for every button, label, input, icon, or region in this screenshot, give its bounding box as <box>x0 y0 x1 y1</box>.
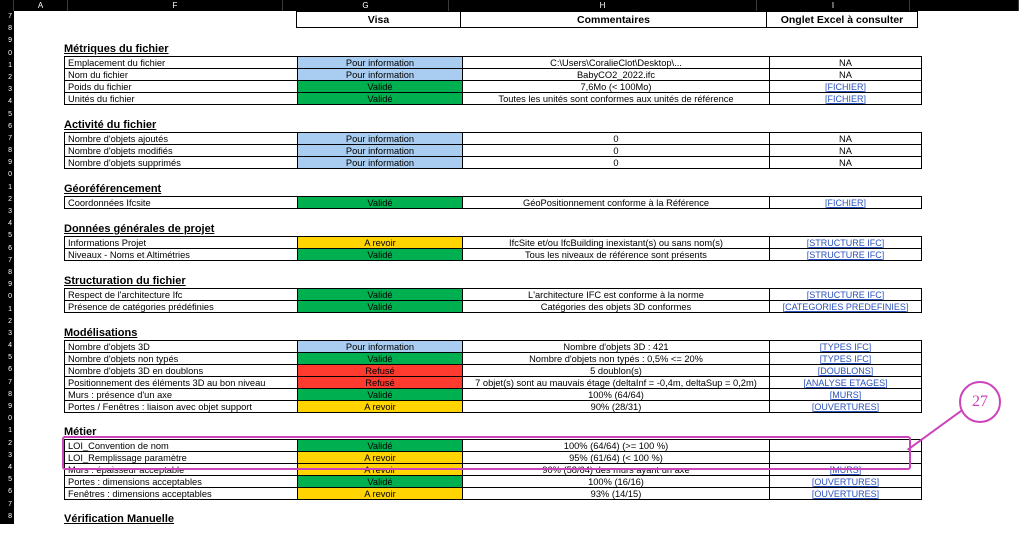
section <box>64 327 922 413</box>
row-number[interactable]: 8 <box>8 390 12 398</box>
row-number[interactable]: 5 <box>8 110 12 118</box>
table-row[interactable] <box>65 197 922 209</box>
cell-onglet[interactable] <box>770 452 922 464</box>
section-table <box>64 288 922 313</box>
section-title: Géoréférencement <box>64 183 162 195</box>
cell-comment[interactable]: 7 objet(s) sont au mauvais étage (deltaInf = -0,4m, deltaSup = 0,2m) <box>463 377 770 389</box>
cell-label[interactable]: Niveaux - Noms et Altimétries <box>65 249 298 261</box>
cell-label[interactable]: Nom du fichier <box>65 69 298 81</box>
row-number[interactable]: 1 <box>8 305 12 313</box>
cell-comment[interactable]: 95% (61/64) (< 100 %) <box>463 452 770 464</box>
row-number[interactable]: 4 <box>8 98 12 106</box>
row-number[interactable]: 4 <box>8 463 12 471</box>
onglet-link[interactable]: [OUVERTURES] <box>811 401 880 412</box>
row-number[interactable]: 7 <box>8 134 12 142</box>
row-number[interactable]: 8 <box>8 25 12 33</box>
table-row[interactable] <box>65 389 922 401</box>
row-number[interactable]: 9 <box>8 403 12 410</box>
section <box>64 223 922 261</box>
row-number[interactable]: 6 <box>8 366 12 374</box>
column-header-g[interactable]: G <box>283 0 449 11</box>
cell-onglet[interactable] <box>770 440 922 452</box>
cell-onglet[interactable]: NA <box>770 133 922 145</box>
status-badge[interactable]: Pour information <box>298 145 463 157</box>
cell-onglet[interactable] <box>770 289 922 301</box>
section <box>64 183 922 209</box>
row-number[interactable]: 7 <box>8 13 12 20</box>
row-number[interactable]: 0 <box>8 415 12 423</box>
row-number[interactable]: 9 <box>8 281 12 289</box>
onglet-link[interactable]: [STRUCTURE IFC] <box>806 249 885 260</box>
section-title: Modélisations <box>64 327 138 339</box>
onglet-link[interactable]: [OUVERTURES] <box>811 476 880 487</box>
cell-comment[interactable]: Tous les niveaux de référence sont présents <box>463 249 770 261</box>
status-badge[interactable]: Validé <box>298 249 463 261</box>
cell-label[interactable]: Murs : présence d'un axe <box>65 389 298 401</box>
table-row[interactable] <box>65 452 922 464</box>
onglet-link[interactable]: [STRUCTURE IFC] <box>806 289 885 300</box>
row-number[interactable]: 6 <box>8 488 12 496</box>
table-row[interactable] <box>65 57 922 69</box>
section-table <box>64 56 922 105</box>
row-number[interactable]: 5 <box>8 232 12 240</box>
cell-label[interactable]: Emplacement du fichier <box>65 57 298 69</box>
status-badge[interactable]: Validé <box>298 289 463 301</box>
cell-comment[interactable]: GéoPositionnement conforme à la Référence <box>463 197 770 209</box>
column-header-f[interactable]: F <box>68 0 283 11</box>
cell-onglet[interactable] <box>770 476 922 488</box>
table-row[interactable] <box>65 440 922 452</box>
table-header-band <box>297 11 918 28</box>
table-row[interactable] <box>65 365 922 377</box>
table-row[interactable] <box>65 93 922 105</box>
cell-comment[interactable]: 100% (64/64) <box>463 389 770 401</box>
cell-onglet[interactable]: NA <box>770 57 922 69</box>
cell-label[interactable]: Unités du fichier <box>65 93 298 105</box>
row-number[interactable]: 0 <box>8 49 12 57</box>
cell-onglet[interactable] <box>770 365 922 377</box>
sheet-body <box>14 11 1019 524</box>
cell-onglet[interactable]: NA <box>770 145 922 157</box>
cell-label[interactable]: LOI_Convention de nom <box>65 440 298 452</box>
section <box>64 426 922 500</box>
section-title: Métier <box>64 426 97 438</box>
table-row[interactable] <box>65 145 922 157</box>
row-number[interactable]: 1 <box>8 427 12 435</box>
status-badge[interactable]: A revoir <box>298 464 463 476</box>
cell-onglet[interactable] <box>770 488 922 500</box>
cell-label[interactable]: Murs : épaisseur acceptable <box>65 464 298 476</box>
row-number[interactable]: 1 <box>8 61 12 69</box>
cell-label[interactable]: Poids du fichier <box>65 81 298 93</box>
table-row[interactable] <box>65 401 922 413</box>
header-visa: Visa <box>296 11 461 28</box>
onglet-link[interactable]: [CATEGORIES PREDEFINIES] <box>782 301 909 312</box>
table-row[interactable] <box>65 353 922 365</box>
cell-onglet[interactable] <box>770 464 922 476</box>
row-number[interactable]: 8 <box>8 512 12 520</box>
cell-comment[interactable]: 100% (16/16) <box>463 476 770 488</box>
onglet-link[interactable]: [DOUBLONS] <box>817 365 874 376</box>
cell-label[interactable]: Présence de catégories prédéfinies <box>65 301 298 313</box>
row-number[interactable]: 9 <box>8 159 12 167</box>
cell-comment[interactable]: 5 doublon(s) <box>463 365 770 377</box>
cell-onglet[interactable] <box>770 197 922 209</box>
cell-comment[interactable]: 7,6Mo (< 100Mo) <box>463 81 770 93</box>
cell-comment[interactable]: 90% (28/31) <box>463 401 770 413</box>
cell-onglet[interactable] <box>770 389 922 401</box>
section-table <box>64 439 922 500</box>
cell-comment[interactable]: Toutes les unités sont conformes aux unités de référence <box>463 93 770 105</box>
section-title: Métriques du fichier <box>64 43 169 55</box>
cell-label[interactable]: Informations Projet <box>65 237 298 249</box>
onglet-link[interactable]: [ANALYSE ETAGES] <box>803 377 888 388</box>
section <box>64 119 922 169</box>
row-number[interactable]: 3 <box>8 451 12 459</box>
col-corner <box>0 0 14 11</box>
table-row[interactable] <box>65 341 922 353</box>
status-badge[interactable]: A revoir <box>298 488 463 500</box>
cell-comment[interactable]: Nombre d'objets 3D : 421 <box>463 341 770 353</box>
section <box>64 43 922 105</box>
onglet-link[interactable]: [MURS] <box>829 464 862 475</box>
row-number[interactable]: 5 <box>8 354 12 362</box>
cell-label[interactable]: Nombre d'objets ajoutés <box>65 133 298 145</box>
row-number[interactable]: 9 <box>8 524 12 532</box>
column-header-rest <box>910 0 1019 11</box>
column-header-strip <box>0 0 1019 11</box>
row-number[interactable]: 8 <box>8 268 12 276</box>
row-number[interactable]: 0 <box>8 293 12 301</box>
cell-label[interactable]: Coordonnées Ifcsite <box>65 197 298 209</box>
table-row[interactable] <box>65 301 922 313</box>
table-row[interactable] <box>65 237 922 249</box>
status-badge[interactable]: Validé <box>298 93 463 105</box>
row-number[interactable]: 1 <box>8 183 12 191</box>
cell-label[interactable]: Nombre d'objets supprimés <box>65 157 298 169</box>
section-table <box>64 196 922 209</box>
onglet-link[interactable]: [STRUCTURE IFC] <box>806 237 885 248</box>
cell-onglet[interactable] <box>770 81 922 93</box>
cell-label[interactable]: Nombre d'objets 3D <box>65 341 298 353</box>
cell-comment[interactable]: 90% (58/64) des murs ayant un axe <box>463 464 770 476</box>
section-table <box>64 340 922 413</box>
table-row[interactable] <box>65 133 922 145</box>
row-number[interactable]: 4 <box>8 342 12 350</box>
table-row[interactable] <box>65 488 922 500</box>
row-number[interactable]: 7 <box>8 378 12 386</box>
table-row[interactable] <box>65 476 922 488</box>
cell-onglet[interactable] <box>770 301 922 313</box>
onglet-link[interactable]: [TYPES IFC] <box>819 341 872 352</box>
onglet-link[interactable]: [OUVERTURES] <box>811 488 880 499</box>
cell-onglet[interactable] <box>770 401 922 413</box>
status-badge[interactable]: Pour information <box>298 69 463 81</box>
column-header-i[interactable]: I <box>757 0 910 11</box>
cell-comment[interactable]: 100% (64/64) (>= 100 %) <box>463 440 770 452</box>
annotation-callout-27: 27 <box>959 381 1001 423</box>
table-row[interactable] <box>65 157 922 169</box>
status-badge[interactable]: Validé <box>298 197 463 209</box>
cell-comment[interactable]: BabyCO2_2022.ifc <box>463 69 770 81</box>
onglet-link[interactable]: [MURS] <box>829 389 862 400</box>
status-badge[interactable]: Validé <box>298 353 463 365</box>
status-badge[interactable]: Validé <box>298 389 463 401</box>
section-title: Données générales de projet <box>64 223 215 235</box>
row-number[interactable]: 3 <box>8 86 12 94</box>
section-table <box>64 236 922 261</box>
table-row[interactable] <box>65 81 922 93</box>
status-badge[interactable]: Refusé <box>298 365 463 377</box>
cell-label[interactable]: Positionnement des éléments 3D au bon niveau <box>65 377 298 389</box>
onglet-link[interactable]: [TYPES IFC] <box>819 353 872 364</box>
row-number[interactable]: 3 <box>8 208 12 215</box>
cell-label[interactable]: Nombre d'objets modifiés <box>65 145 298 157</box>
status-badge[interactable]: Refusé <box>298 377 463 389</box>
cell-onglet[interactable] <box>770 377 922 389</box>
row-number[interactable]: 0 <box>8 171 12 179</box>
row-number[interactable]: 5 <box>8 476 12 484</box>
row-number[interactable]: 6 <box>8 122 12 130</box>
column-header-h[interactable]: H <box>449 0 757 11</box>
onglet-link[interactable]: [FICHIER] <box>824 81 866 92</box>
cell-comment[interactable]: 0 <box>463 157 770 169</box>
cell-label[interactable]: LOI_Remplissage paramètre <box>65 452 298 464</box>
row-number[interactable]: 2 <box>8 439 12 447</box>
table-row[interactable] <box>65 249 922 261</box>
header-onglet: Onglet Excel à consulter <box>766 11 918 28</box>
table-row[interactable] <box>65 289 922 301</box>
cell-onglet[interactable] <box>770 237 922 249</box>
status-badge[interactable]: Validé <box>298 476 463 488</box>
cell-comment[interactable]: 0 <box>463 145 770 157</box>
status-badge[interactable]: A revoir <box>298 237 463 249</box>
cell-label[interactable]: Portes / Fenêtres : liaison avec objet support <box>65 401 298 413</box>
table-row[interactable] <box>65 69 922 81</box>
cell-comment[interactable]: 93% (14/15) <box>463 488 770 500</box>
row-number[interactable]: 9 <box>8 37 12 45</box>
row-number[interactable]: 4 <box>8 220 12 228</box>
row-number[interactable]: 7 <box>8 500 12 508</box>
status-badge[interactable]: A revoir <box>298 401 463 413</box>
section-title: Activité du fichier <box>64 119 157 131</box>
cell-comment[interactable]: Catégories des objets 3D conformes <box>463 301 770 313</box>
status-badge[interactable]: Validé <box>298 440 463 452</box>
status-badge[interactable]: Pour information <box>298 133 463 145</box>
cell-label[interactable]: Respect de l'architecture Ifc <box>65 289 298 301</box>
table-row[interactable] <box>65 464 922 476</box>
status-badge[interactable]: Pour information <box>298 341 463 353</box>
cell-label[interactable]: Fenêtres : dimensions acceptables <box>65 488 298 500</box>
cell-onglet[interactable] <box>770 249 922 261</box>
row-number-gutter <box>0 11 14 532</box>
cell-comment[interactable]: IfcSite et/ou IfcBuilding inexistant(s) ou sans nom(s) <box>463 237 770 249</box>
row-number[interactable]: 3 <box>8 329 12 337</box>
status-badge[interactable]: Validé <box>298 301 463 313</box>
onglet-link[interactable]: [FICHIER] <box>824 197 866 208</box>
row-number[interactable]: 2 <box>8 317 12 325</box>
cell-label[interactable]: Portes : dimensions acceptables <box>65 476 298 488</box>
status-badge[interactable]: A revoir <box>298 452 463 464</box>
status-badge[interactable]: Validé <box>298 81 463 93</box>
cell-onglet[interactable]: NA <box>770 69 922 81</box>
section-title-verification-manuelle: Vérification Manuelle <box>64 513 175 525</box>
onglet-link[interactable]: [FICHIER] <box>824 93 866 104</box>
cell-label[interactable]: Nombre d'objets non typés <box>65 353 298 365</box>
column-header-a[interactable]: A <box>14 0 68 11</box>
section-table <box>64 132 922 169</box>
cell-onglet[interactable] <box>770 93 922 105</box>
cell-onglet[interactable] <box>770 341 922 353</box>
cell-onglet[interactable]: NA <box>770 157 922 169</box>
row-number[interactable]: 7 <box>8 256 12 264</box>
row-number[interactable]: 6 <box>8 244 12 252</box>
cell-comment[interactable]: C:\Users\CoralieClot\Desktop\... <box>463 57 770 69</box>
row-number[interactable]: 8 <box>8 147 12 155</box>
section <box>64 275 922 313</box>
status-badge[interactable]: Pour information <box>298 157 463 169</box>
cell-comment[interactable]: L'architecture IFC est conforme à la norme <box>463 289 770 301</box>
row-number[interactable]: 2 <box>8 73 12 81</box>
header-commentaires: Commentaires <box>460 11 767 28</box>
row-number[interactable]: 2 <box>8 195 12 203</box>
cell-comment[interactable]: 0 <box>463 133 770 145</box>
table-row[interactable] <box>65 377 922 389</box>
status-badge[interactable]: Pour information <box>298 57 463 69</box>
section-title: Structuration du fichier <box>64 275 186 287</box>
cell-onglet[interactable] <box>770 353 922 365</box>
cell-comment[interactable]: Nombre d'objets non typés : 0,5% <= 20% <box>463 353 770 365</box>
cell-label[interactable]: Nombre d'objets 3D en doublons <box>65 365 298 377</box>
